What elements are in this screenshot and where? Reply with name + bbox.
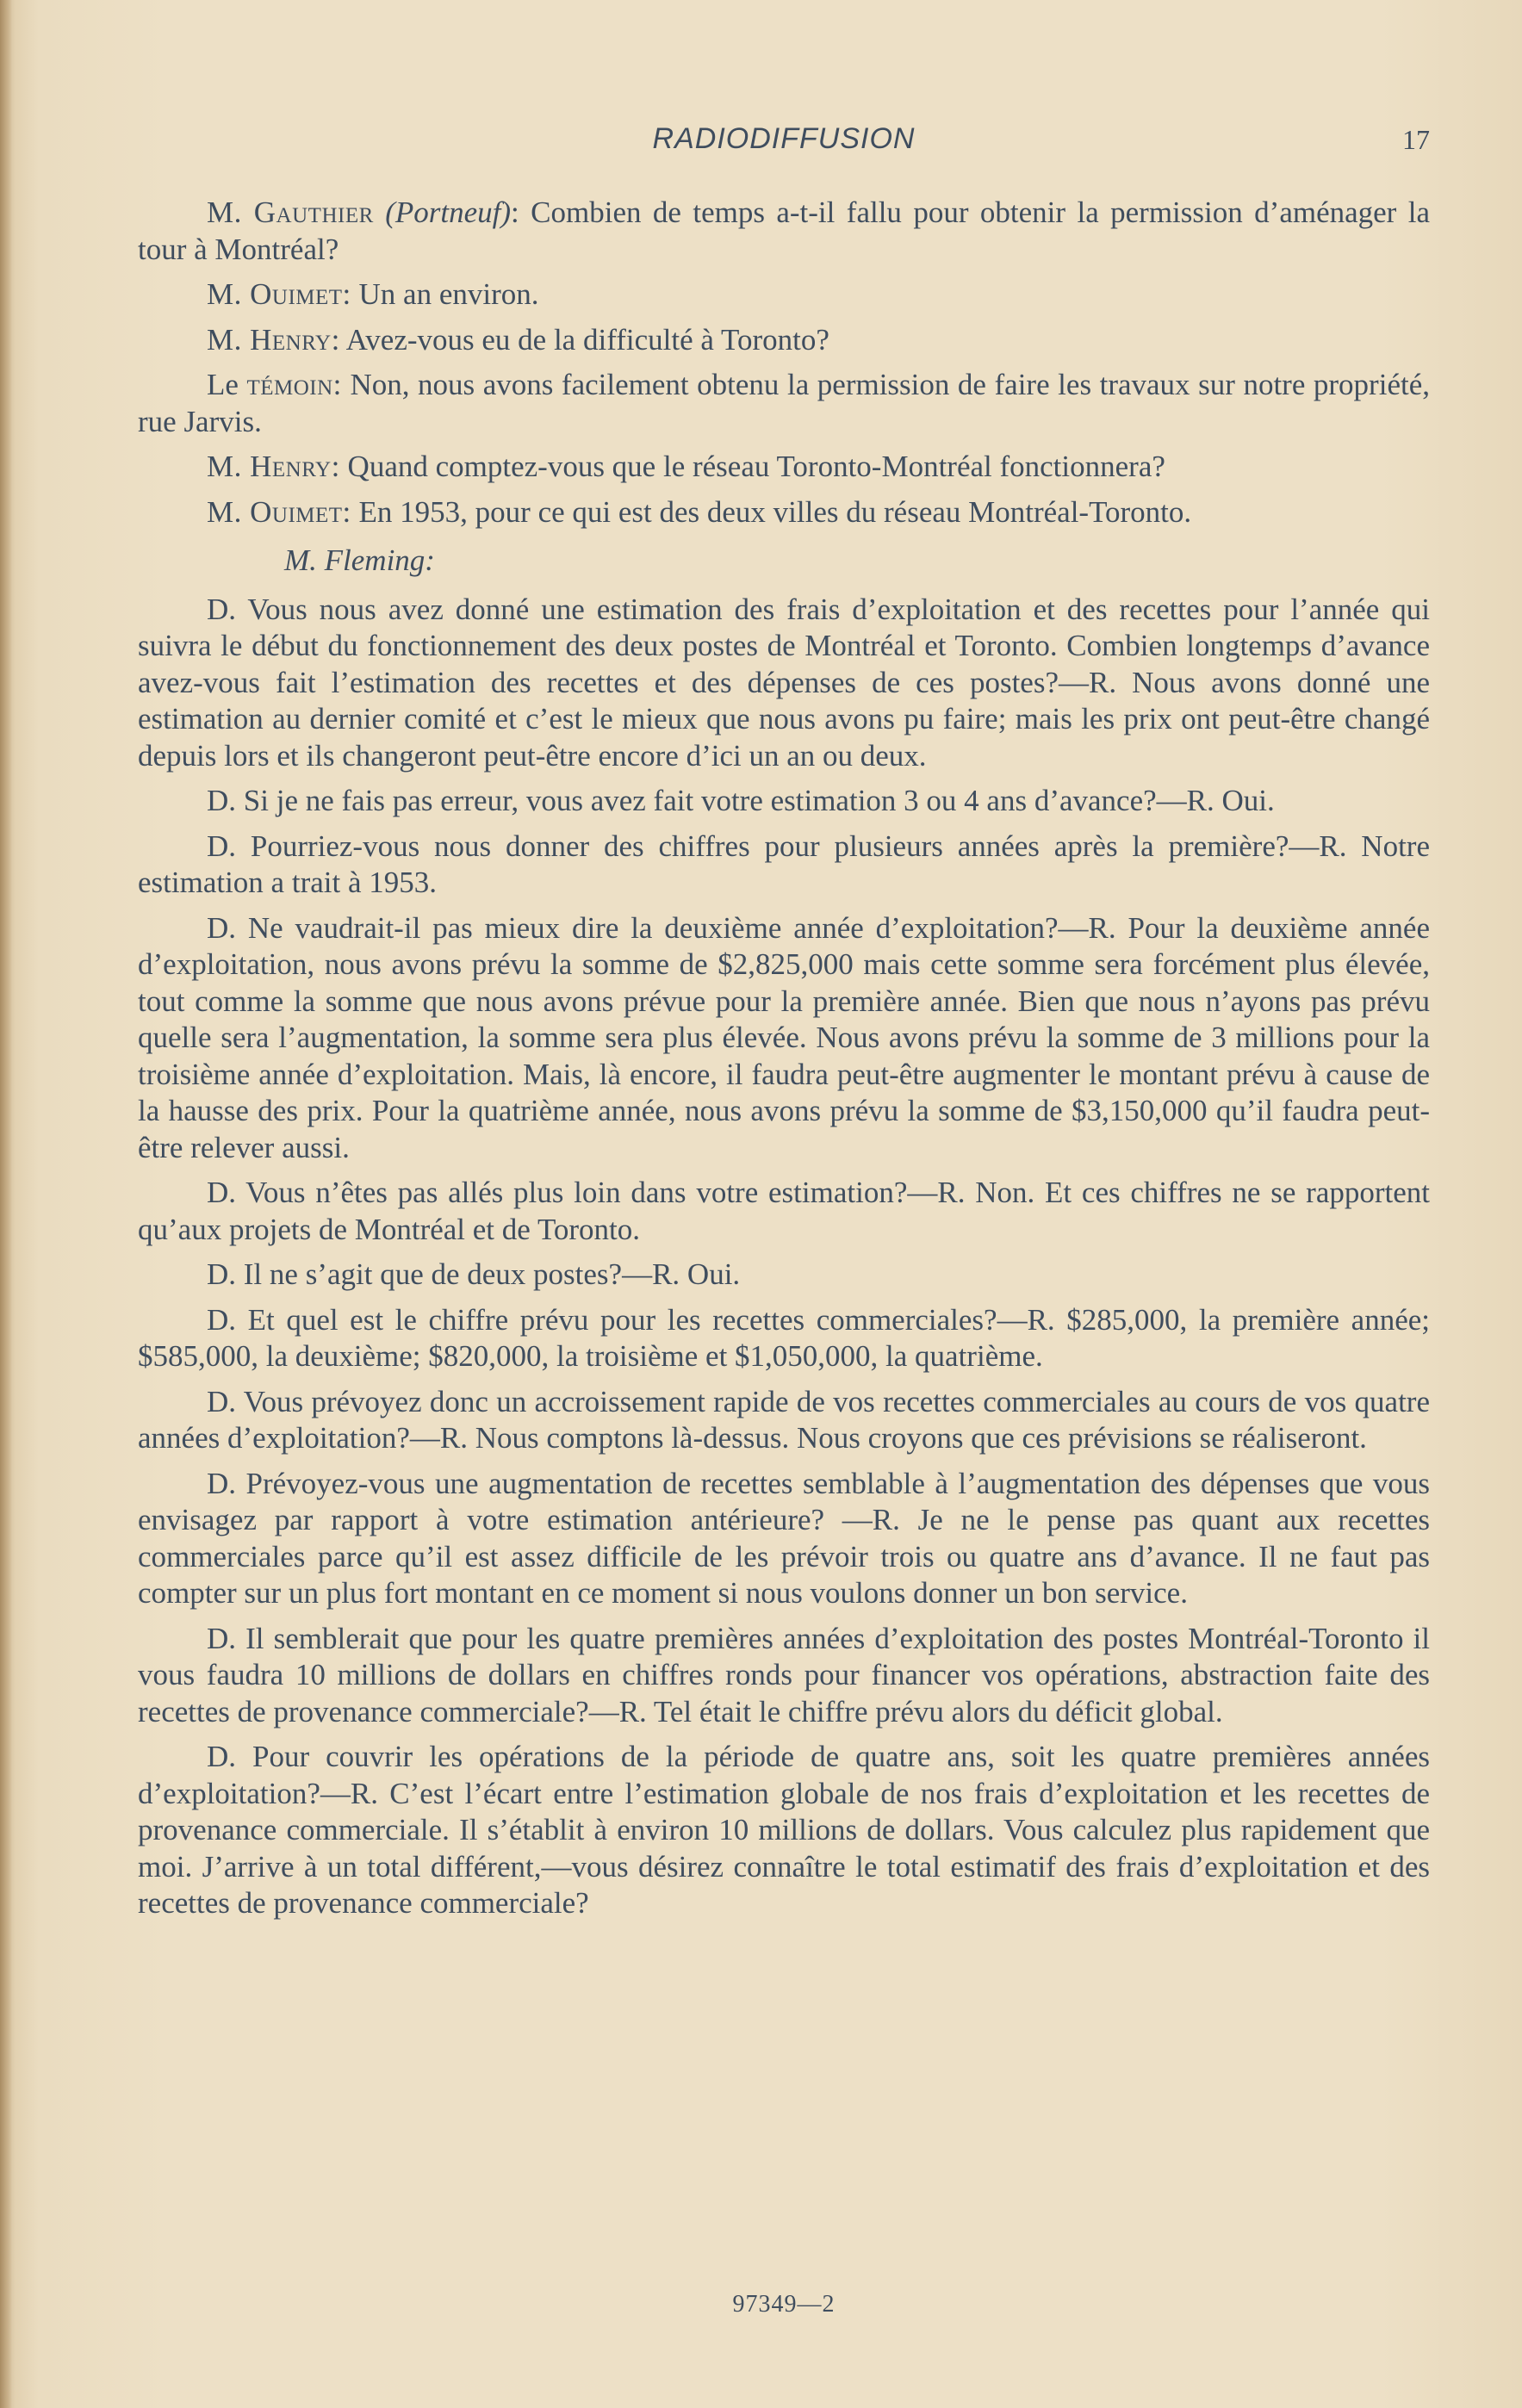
speech-paragraph bbox=[138, 322, 1430, 359]
speech-text: Un an environ. bbox=[351, 277, 539, 311]
qa-paragraph: D. Vous nous avez donné une estimation des frais d’exploitation et des recettes pour l’année qui suivra le début du fonctionnement des deux postes de Montréal et Toronto. Combien longtemps d’avance avez-vous fait l’estimation des recettes et des dépenses de ces postes?—R. Nous avons donné une estimation au dernier comité et c’est le mieux que nous avons pu faire; mais les prix ont peut-être changé depuis lors et ils changeront peut-être encore d’ici un an ou deux. bbox=[138, 592, 1430, 773]
qa-paragraph: D. Ne vaudrait-il pas mieux dire la deuxième année d’exploitation?—R. Pour la deuxième année d’exploitation, nous avons prévu la somme de $2,825,000 mais cette somme sera forcément plus élevée, tout comme la somme que nous avons prévue pour la première année. Bien que nous n’ayons pas prévu quelle sera l’augmentation, la somme sera plus élevée. Nous avons prévu la somme de 3 millions pour la troisième année d’exploitation. Mais, là encore, il faudra peut-être augmenter le montant prévu à cause de la hausse des prix. Pour la quatrième année, nous avons prévu la somme de $3,150,000 qu’il faudra peut-être relever aussi. bbox=[138, 910, 1430, 1164]
qa-paragraph: D. Il semblerait que pour les quatre premières années d’exploitation des postes Montréal-Toronto il vous faudra 10 millions de dollars en chiffres ronds pour financer vos opérations, abstraction faite des recettes de provenance commerciale?—R. Tel était le chiffre prévu alors du déficit global. bbox=[138, 1621, 1430, 1728]
questioner-heading: M. Fleming: bbox=[284, 543, 435, 577]
print-signature: 97349—2 bbox=[732, 2291, 836, 2318]
speech-paragraph: M. Gauthier (Portneuf): Combien de temps a-t-il fallu pour obtenir la permission d’aménager la tour à Montréal? bbox=[138, 195, 1431, 266]
speech-text: Non, nous avons facilement obtenu la permission de faire les travaux sur notre propriété, rue Jarvis. bbox=[138, 368, 1430, 438]
qa-paragraph: D. Pourriez-vous nous donner des chiffres pour plusieurs années après la première?—R. Notre estimation a trait à 1953. bbox=[138, 829, 1430, 899]
qa-paragraph: D. Pour couvrir les opérations de la période de quatre ans, soit les quatre premières années d’exploitation?—R. C’est l’écart entre l’estimation globale de nos frais d’exploitation et les recettes de provenance commerciale. Il s’établit à environ 10 millions de dollars. Vous calculez plus rapidement que moi. J’arrive à un total différent,—vous désirez connaître le total estimatif des frais d’exploitation et des recettes de provenance commerciale? bbox=[138, 1740, 1430, 1920]
speech-text: En 1953, pour ce qui est des deux villes du réseau Montréal-Toronto. bbox=[351, 494, 1192, 529]
speaker-name: M. Henry: bbox=[207, 322, 340, 357]
speech-text: Quand comptez-vous que le réseau Toronto-Montréal fonctionnera? bbox=[339, 450, 1165, 483]
running-title: RADIODIFFUSION bbox=[652, 122, 916, 155]
speech-paragraph: Le témoin: Non, nous avons facilement obtenu la permission de faire les travaux sur notre propriété, rue Jarvis. bbox=[138, 368, 1430, 438]
qa-paragraph: D. Il ne s’agit que de deux postes?—R. Oui. bbox=[207, 1257, 741, 1291]
page-number: 17 bbox=[1402, 124, 1430, 155]
qa-paragraph: D. Et quel est le chiffre prévu pour les recettes commerciales?—R. $285,000, la première année; $585,000, la deuxième; $820,000, la troisième et $1,050,000, la quatrième. bbox=[138, 1302, 1430, 1373]
speech-text: Combien de temps a-t-il fallu pour obtenir la permission d’aménager la tour à Montréal? bbox=[138, 195, 1431, 266]
constituency: (Portneuf) bbox=[385, 195, 511, 229]
page-header bbox=[138, 122, 1430, 165]
page-binding-edge bbox=[0, 0, 12, 2408]
transcript-body bbox=[138, 195, 1430, 1931]
qa-paragraph: D. Vous n’êtes pas allés plus loin dans votre estimation?—R. Non. Et ces chiffres ne se rapportent qu’aux projets de Montréal et de Toronto. bbox=[138, 1176, 1430, 1246]
speech-paragraph bbox=[138, 494, 1430, 531]
speech-paragraph bbox=[138, 276, 1430, 313]
qa-paragraph: D. Vous prévoyez donc un accroissement rapide de vos recettes commerciales au cours de vos quatre années d’exploitation?—R. Nous comptons là-dessus. Nous croyons que ces prévisions se réaliseront. bbox=[138, 1384, 1430, 1455]
speaker-name: M. Gauthier bbox=[207, 195, 374, 229]
speaker-name: M. Ouimet: bbox=[207, 277, 351, 311]
speaker-name: témoin: bbox=[246, 368, 342, 401]
qa-paragraph: D. Si je ne fais pas erreur, vous avez fait votre estimation 3 ou 4 ans d’avance?—R. Oui. bbox=[207, 784, 1275, 817]
speech-text: Avez-vous eu de la difficulté à Toronto? bbox=[339, 322, 829, 357]
speaker-name: M. Henry: bbox=[207, 450, 340, 483]
speech-paragraph bbox=[138, 449, 1430, 486]
speaker-name: M. Ouimet: bbox=[207, 494, 351, 529]
qa-paragraph: D. Prévoyez-vous une augmentation de recettes semblable à l’augmentation des dépenses que vous envisagez par rapport à votre estimation antérieure? —R. Je ne le pense pas quant aux recettes commerciales parce qu’il est assez difficile de les prévoir trois ou quatre ans d’avance. Il ne faut pas compter sur un plus fort montant en ce moment si nous voulons donner un bon service. bbox=[138, 1466, 1430, 1610]
